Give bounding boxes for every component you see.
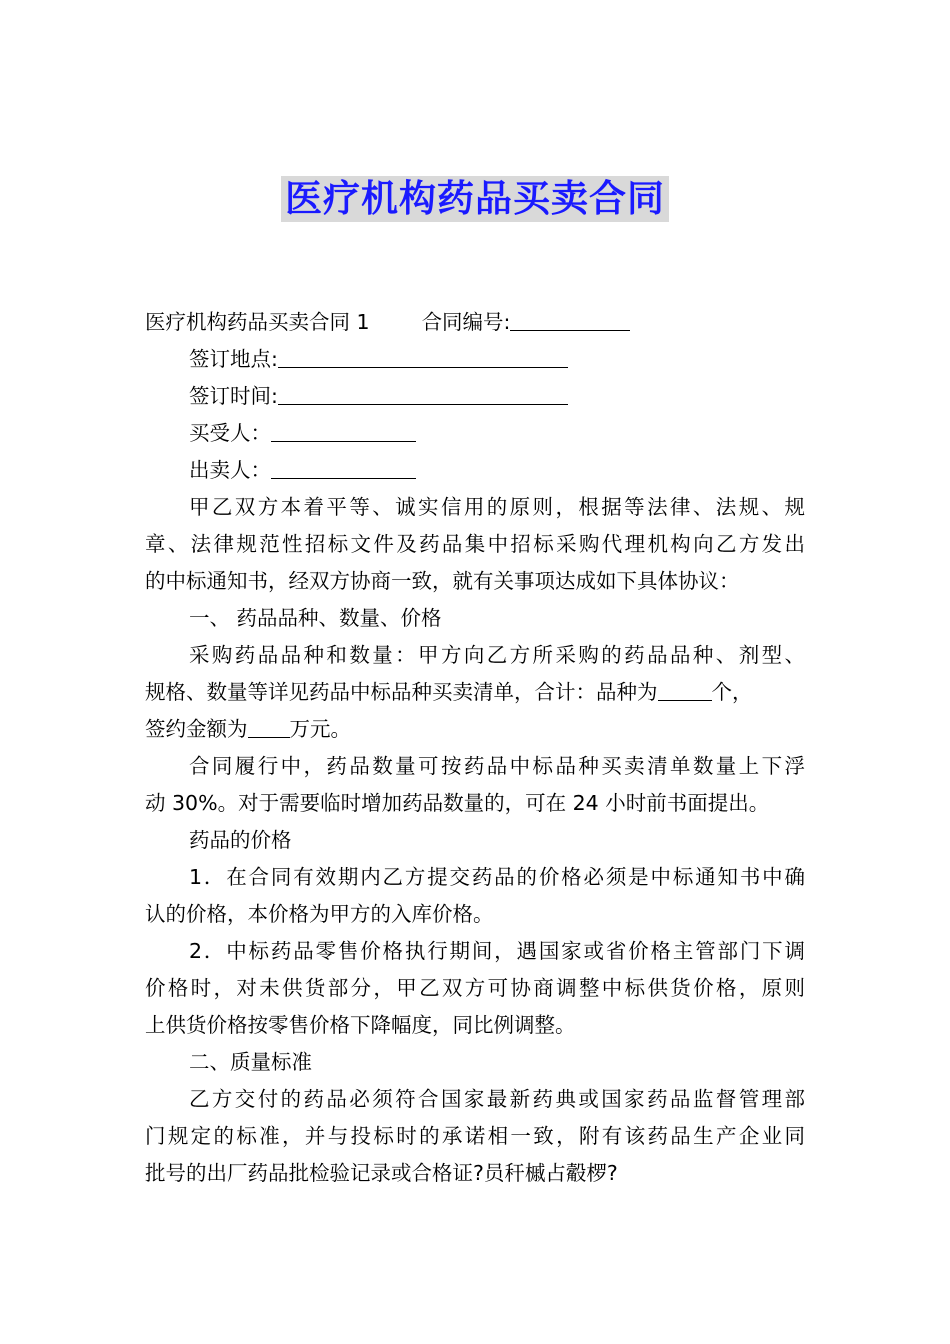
sign-place-line [145,341,805,378]
sign-place-blank [278,347,568,368]
title-container [0,176,950,222]
paragraph-line: 2．中标药品零售价格执行期间，遇国家或省价格主管部门下调 [189,939,805,963]
paragraph-line [145,674,805,711]
paragraph-line: 章、法律规范性招标文件及药品集中招标采购代理机构向乙方发出 [145,532,805,556]
paragraph-line: 1．在合同有效期内乙方提交药品的价格必须是中标通知书中确 [189,865,805,889]
buyer-blank [271,421,416,442]
paragraph-line: 价格时，对未供货部分，甲乙双方可协商调整中标供货价格，原则 [145,976,805,1000]
seller-blank [271,458,416,479]
paragraph-line: 动 30%。对于需要临时增加药品数量的，可在 24 小时前书面提出。 [145,791,770,815]
paragraph-text: 规格、数量等详见药品中标品种买卖清单，合计：品种为 [145,680,658,704]
contract-no-blank [510,310,630,331]
paragraph-line: 上供货价格按零售价格下降幅度，同比例调整。 [145,1013,576,1037]
paragraph-line: 的中标通知书，经双方协商一致，就有关事项达成如下具体协议： [145,569,740,593]
paragraph-text: 万元。 [289,717,351,741]
amount-blank [248,717,290,738]
sign-place-label: 签订地点: [189,347,278,371]
paragraph-line [145,711,805,748]
paragraph-line: 认的价格，本价格为甲方的入库价格。 [145,902,494,926]
document-body [145,304,805,1192]
paragraph-line: 采购药品品种和数量：甲方向乙方所采购的药品品种、剂型、 [189,643,805,667]
header-line [145,304,805,341]
section-heading: 二、质量标准 [189,1050,312,1074]
paragraph-line: 批号的出厂药品批检验记录或合格证?员秆槭占觳椤? [145,1161,618,1185]
subsection-heading: 药品的价格 [189,828,292,852]
section-heading: 一、 药品品种、数量、价格 [189,606,442,630]
variety-count-blank [658,680,712,701]
paragraph-text: 签约金额为 [145,717,248,741]
doc-name: 医疗机构药品买卖合同 1 [145,310,370,334]
sign-time-label: 签订时间: [189,384,278,408]
paragraph-line: 甲乙双方本着平等、诚实信用的原则，根据等法律、法规、规 [189,495,805,519]
buyer-label: 买受人： [189,421,271,445]
seller-line [145,452,805,489]
contract-no-label: 合同编号: [421,310,511,334]
paragraph-line: 门规定的标准，并与投标时的承诺相一致，附有该药品生产企业同 [145,1124,805,1148]
paragraph-text: 个， [711,680,753,704]
buyer-line [145,415,805,452]
paragraph-line: 乙方交付的药品必须符合国家最新药典或国家药品监督管理部 [189,1087,805,1111]
seller-label: 出卖人： [189,458,271,482]
paragraph-line: 合同履行中，药品数量可按药品中标品种买卖清单数量上下浮 [189,754,805,778]
sign-time-blank [278,384,568,405]
document-title: 医疗机构药品买卖合同 [281,176,669,222]
sign-time-line [145,378,805,415]
